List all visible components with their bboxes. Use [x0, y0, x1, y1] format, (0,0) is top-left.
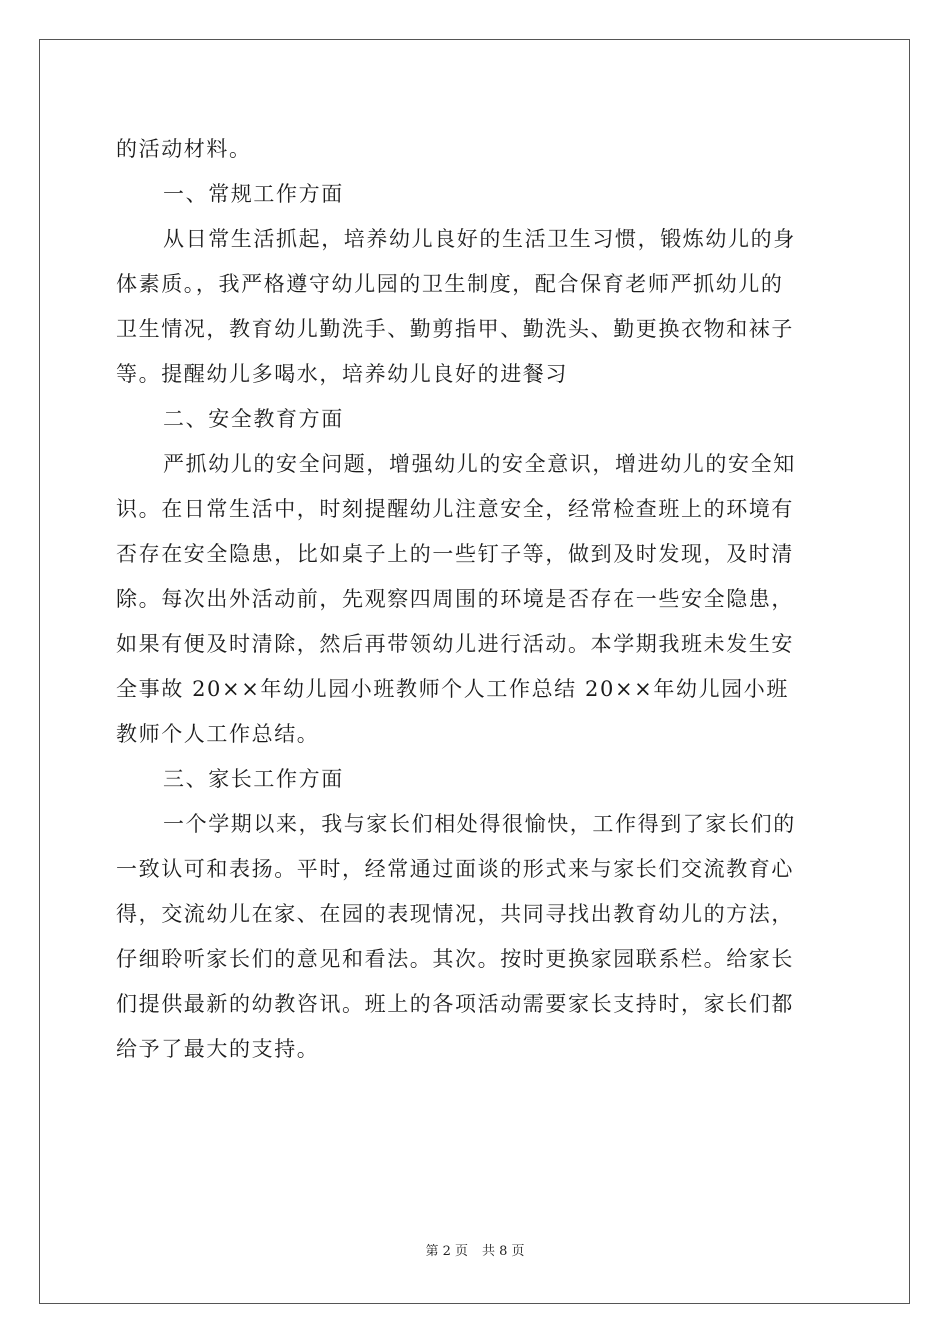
section-heading-parent-work: 三、家长工作方面 — [163, 767, 344, 791]
section-heading-routine-work: 一、常规工作方面 — [163, 182, 344, 206]
text-line: 的活动材料。 — [116, 137, 252, 161]
text-line: 给予了最大的支持。 — [116, 1037, 320, 1061]
text-line: 从日常生活抓起，培养幼儿良好的生活卫生习惯，锻炼幼儿的身 — [163, 227, 796, 251]
page-total: 共 8 页 — [482, 1244, 525, 1259]
text-line: 教师个人工作总结。 — [116, 722, 320, 746]
page-footer — [0, 1242, 950, 1262]
text-line: 除。每次出外活动前，先观察四周围的环境是否存在一些安全隐患， — [116, 587, 794, 611]
document-body — [116, 127, 836, 1072]
text-line: 否存在安全隐患，比如桌子上的一些钉子等，做到及时发现，及时清 — [116, 542, 794, 566]
text-line: 卫生情况，教育幼儿勤洗手、勤剪指甲、勤洗头、勤更换衣物和袜子 — [116, 317, 794, 341]
text-line: 一致认可和表扬。平时，经常通过面谈的形式来与家长们交流教育心 — [116, 857, 794, 881]
text-line: 全事故 20××年幼儿园小班教师个人工作总结 20××年幼儿园小班 — [116, 677, 789, 701]
text-line: 一个学期以来，我与家长们相处得很愉快，工作得到了家长们的 — [163, 812, 796, 836]
text-line: 仔细聆听家长们的意见和看法。其次。按时更换家园联系栏。给家长 — [116, 947, 794, 971]
text-line: 等。提醒幼儿多喝水，培养幼儿良好的进餐习 — [116, 362, 568, 386]
text-line: 们提供最新的幼教咨讯。班上的各项活动需要家长支持时，家长们都 — [116, 992, 794, 1016]
text-line: 如果有便及时清除，然后再带领幼儿进行活动。本学期我班未发生安 — [116, 632, 794, 656]
page-number: 第 2 页 — [425, 1244, 468, 1259]
text-line: 识。在日常生活中，时刻提醒幼儿注意安全，经常检查班上的环境有 — [116, 497, 794, 521]
text-line: 严抓幼儿的安全问题，增强幼儿的安全意识，增进幼儿的安全知 — [163, 452, 796, 476]
text-line: 体素质。，我严格遵守幼儿园的卫生制度，配合保育老师严抓幼儿的 — [116, 272, 784, 296]
section-heading-safety-education: 二、安全教育方面 — [163, 407, 344, 431]
text-line: 得，交流幼儿在家、在园的表现情况，共同寻找出教育幼儿的方法， — [116, 902, 794, 926]
